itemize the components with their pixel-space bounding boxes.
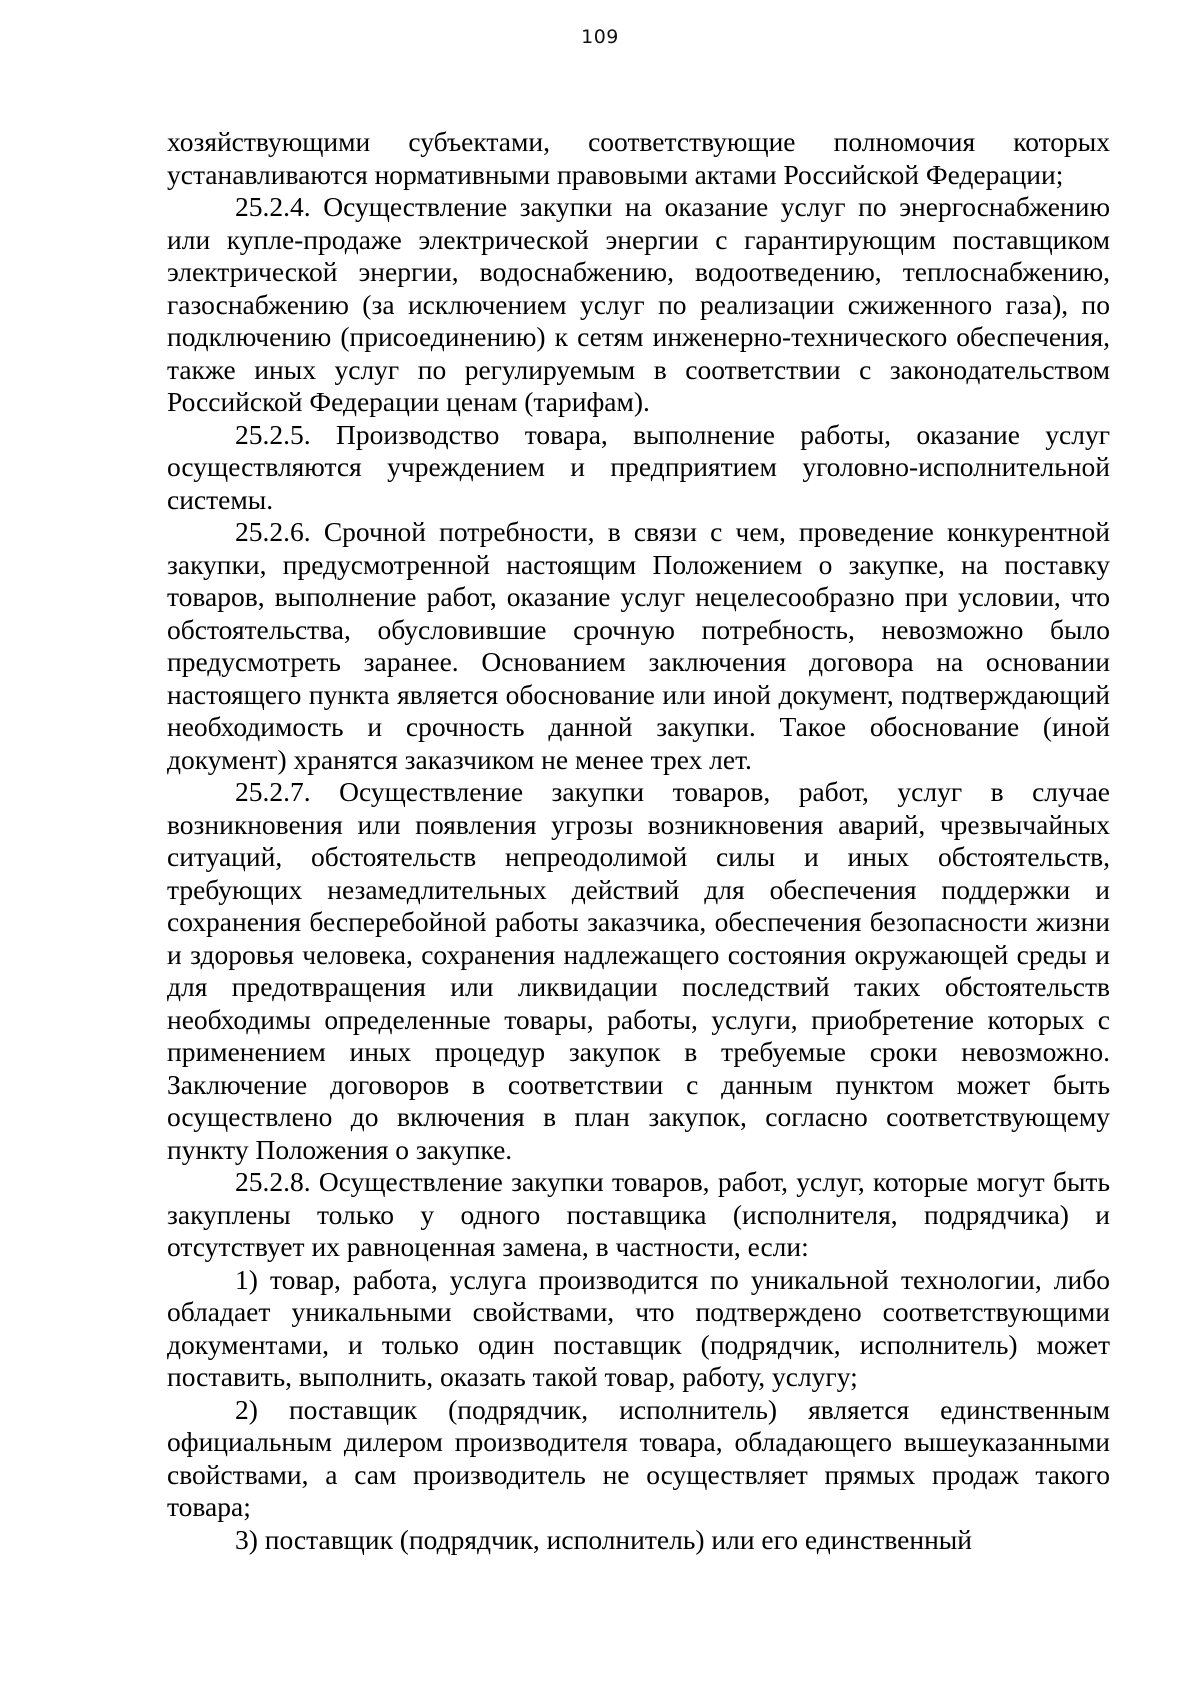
paragraph-25-2-5: 25.2.5. Производство товара, выполнение работы, оказание услуг осуществляются учреждением и предприятием уголовно-исполнительной системы. <box>167 418 1110 515</box>
paragraph-25-2-7: 25.2.7. Осуществление закупки товаров, работ, услуг в случае возникновения или появления угрозы возникновения аварий, чрезвычайных ситуаций, обстоятельств непреодолимой силы и иных обстоятельств, требующих незамедлительных действий для обеспечения поддержки и сохранения бесперебойной работы заказчика, обеспечения безопасности жизни и здоровья человека, сохранения надлежащего состояния окружающей среды и для предотвращения или ликвидации последствий таких обстоятельств необходимы определенные товары, работы, услуги, приобретение которых с применением иных процедур закупок в требуемые сроки невозможно. Заключение договоров в соответствии с данным пунктом может быть осуществлено до включения в план закупок, согласно соответствующему пункту Положения о закупке. <box>167 776 1110 1165</box>
document-body <box>167 126 1110 1556</box>
list-item-2: 2) поставщик (подрядчик, исполнитель) является единственным официальным дилером производителя товара, обладающего вышеуказанными свойствами, а сам производитель не осуществляет прямых продаж такого товара; <box>167 1393 1110 1522</box>
paragraph-25-2-8: 25.2.8. Осуществление закупки товаров, работ, услуг, которые могут быть закуплены только у одного поставщика (исполнителя, подрядчика) и отсутствует их равноценная замена, в частности, если: <box>167 1166 1110 1262</box>
paragraph-continuation: хозяйствующими субъектами, соответствующие полномочия которых устанавливаются нормативными правовыми актами Российской Федерации; <box>167 126 1110 190</box>
list-item-3: 3) поставщик (подрядчик, исполнитель) или его единственный <box>235 1523 972 1555</box>
list-item-1: 1) товар, работа, услуга производится по уникальной технологии, либо обладает уникальными свойствами, что подтверждено соответствующими документами, и только один поставщик (подрядчик, исполнитель) может поставить, выполнить, оказать такой товар, работу, услугу; <box>167 1263 1110 1392</box>
paragraph-25-2-6: 25.2.6. Срочной потребности, в связи с чем, проведение конкурентной закупки, предусмотренной настоящим Положением о закупке, на поставку товаров, выполнение работ, оказание услуг нецелесообразно при условии, что обстоятельства, обусловившие срочную потребность, невозможно было предусмотреть заранее. Основанием заключения договора на основании настоящего пункта является обоснование или иной документ, подтверждающий необходимость и срочность данной закупки. Такое обоснование (иной документ) хранятся заказчиком не менее трех лет. <box>167 516 1110 775</box>
page-number: 109 <box>581 26 619 48</box>
paragraph-25-2-4: 25.2.4. Осуществление закупки на оказание услуг по энергоснабжению или купле-продаже электрической энергии с гарантирующим поставщиком электрической энергии, водоснабжению, водоотведению, теплоснабжению, газоснабжению (за исключением услуг по реализации сжиженного газа), по подключению (присоединению) к сетям инженерно-технического обеспечения, также иных услуг по регулируемым в соответствии с законодательством Российской Федерации ценам (тарифам). <box>167 191 1110 417</box>
